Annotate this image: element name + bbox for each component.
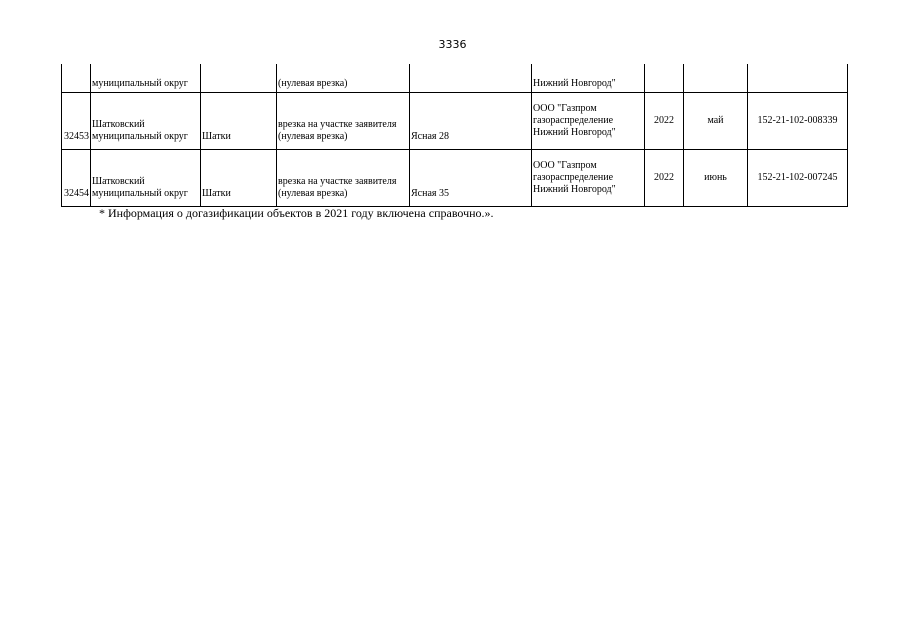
org-line-2: газораспределение	[533, 172, 614, 183]
cell-org: Нижний Новгород"	[532, 64, 645, 93]
footnote: * Информация о догазификации объектов в 2021 году включена справочно.».	[99, 206, 494, 220]
gasification-table	[61, 64, 848, 207]
page-number: 3336	[438, 38, 467, 51]
org-line-1: ООО "Газпром	[533, 103, 597, 114]
cell-address: Ясная 28	[410, 93, 532, 150]
cell-org	[532, 150, 645, 207]
type-line-1: врезка на участке заявителя	[278, 176, 397, 187]
table-row	[62, 93, 848, 150]
org-line-1: ООО "Газпром	[533, 160, 597, 171]
cell-district	[91, 93, 201, 150]
cell-month: июнь	[684, 150, 748, 207]
table-row-continuation	[62, 64, 848, 93]
cell-address: Ясная 35	[410, 150, 532, 207]
cell-code	[748, 64, 848, 93]
cell-locality	[201, 64, 277, 93]
type-line-1: врезка на участке заявителя	[278, 119, 397, 130]
cell-type	[277, 150, 410, 207]
cell-code: 152-21-102-008339	[748, 93, 848, 150]
cell-locality: Шатки	[201, 150, 277, 207]
cell-district	[91, 150, 201, 207]
cell-month: май	[684, 93, 748, 150]
org-line-2: газораспределение	[533, 115, 614, 126]
type-line-2: (нулевая врезка)	[278, 188, 348, 199]
cell-org	[532, 93, 645, 150]
cell-month	[684, 64, 748, 93]
cell-year: 2022	[645, 93, 684, 150]
district-line-1: Шатковский	[92, 176, 145, 187]
cell-district: муниципальный округ	[91, 64, 201, 93]
cell-year	[645, 64, 684, 93]
cell-num: 32454	[62, 150, 91, 207]
cell-year: 2022	[645, 150, 684, 207]
cell-type: (нулевая врезка)	[277, 64, 410, 93]
cell-locality: Шатки	[201, 93, 277, 150]
district-line-2: муниципальный округ	[92, 131, 188, 142]
cell-code: 152-21-102-007245	[748, 150, 848, 207]
district-line-1: Шатковский	[92, 119, 145, 130]
cell-address	[410, 64, 532, 93]
district-line-2: муниципальный округ	[92, 188, 188, 199]
cell-num: 32453	[62, 93, 91, 150]
org-line-3: Нижний Новгород"	[533, 184, 616, 195]
type-line-2: (нулевая врезка)	[278, 131, 348, 142]
cell-num	[62, 64, 91, 93]
cell-type	[277, 93, 410, 150]
org-line-3: Нижний Новгород"	[533, 127, 616, 138]
table-row	[62, 150, 848, 207]
